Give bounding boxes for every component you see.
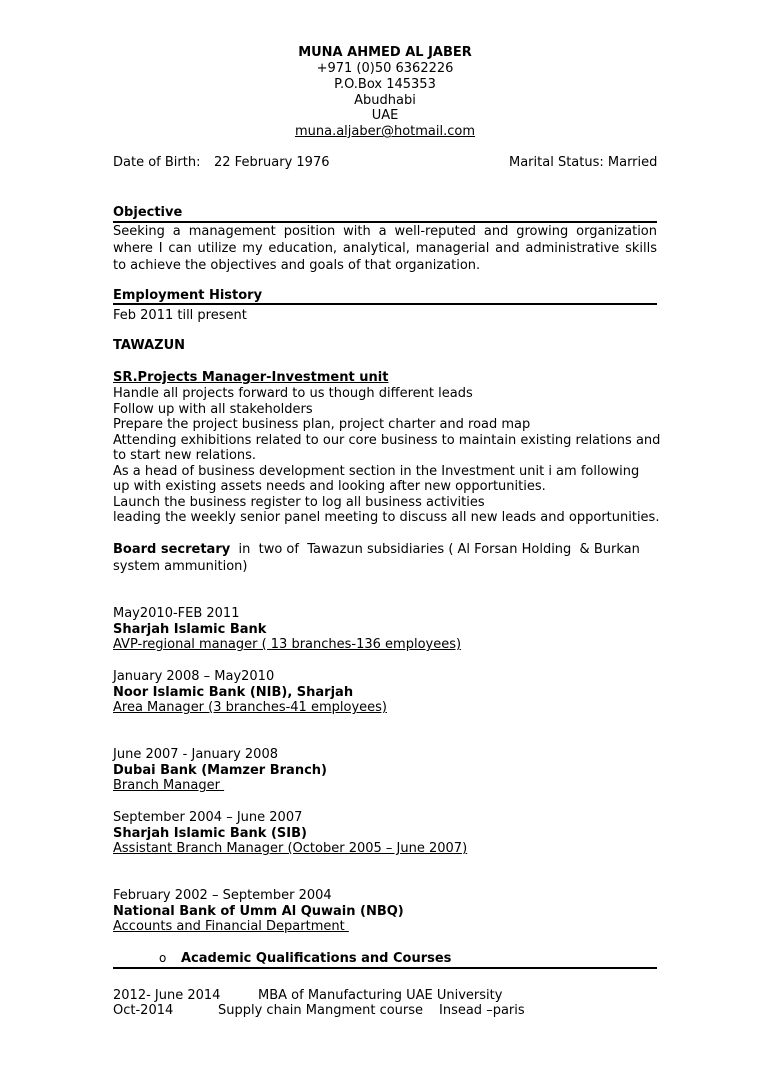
- objective-text: Seeking a management position with a well-reputed and growing organization where I can utilize my education, analytical, managerial and administrative skills to achieve the objectives and goals of that organization.: [113, 224, 657, 273]
- job-period: June 2007 - January 2008: [113, 747, 278, 762]
- job-period: September 2004 – June 2007: [113, 810, 303, 825]
- duty-item: Follow up with all stakeholders: [113, 401, 313, 417]
- duty-item: Prepare the project business plan, project charter and road map: [113, 417, 531, 432]
- current-company: TAWAZUN: [113, 338, 186, 353]
- job-role: Area Manager (3 branches-41 employees): [113, 700, 387, 715]
- academic-date: Oct-2014: [113, 1003, 174, 1018]
- board-secretary-continuation: system ammunition): [113, 559, 248, 574]
- job-period: May2010-FEB 2011: [113, 606, 240, 621]
- job-entry: [113, 747, 327, 794]
- job-role: AVP-regional manager ( 13 branches-136 employees): [113, 637, 462, 652]
- academic-date: 2012- June 2014: [113, 988, 221, 1003]
- phone-number: +971 (0)50 6362226: [316, 61, 454, 76]
- duty-item: Handle all projects forward to us though different leads: [113, 386, 473, 401]
- job-period: February 2002 – September 2004: [113, 888, 332, 903]
- current-period: Feb 2011 till present: [113, 308, 247, 323]
- academic-heading: Academic Qualifications and Courses: [181, 951, 452, 966]
- job-role: Accounts and Financial Department: [113, 919, 349, 934]
- academic-detail-extra: Insead –paris: [439, 1003, 525, 1018]
- job-company: Sharjah Islamic Bank (SIB): [113, 825, 307, 841]
- objective-heading: Objective: [113, 205, 183, 220]
- job-company: Sharjah Islamic Bank: [113, 621, 267, 637]
- section-divider: [113, 967, 657, 969]
- board-secretary-label: Board secretary: [113, 542, 231, 557]
- duty-item: leading the weekly senior panel meeting to discuss all new leads and opportunities.: [113, 510, 660, 525]
- candidate-name: MUNA AHMED AL JABER: [298, 45, 472, 60]
- job-entry: [113, 606, 461, 653]
- duty-item: Launch the business register to log all business activities: [113, 494, 485, 510]
- duty-item: As a head of business development section in the Investment unit i am following: [113, 463, 640, 479]
- job-entry: [113, 888, 404, 935]
- dob-label: Date of Birth:: [113, 155, 201, 170]
- duty-item: up with existing assets needs and looking after new opportunities.: [113, 479, 546, 494]
- email-link[interactable]: muna.aljaber@hotmail.com: [294, 124, 476, 139]
- job-company: Noor Islamic Bank (NIB), Sharjah: [113, 684, 354, 700]
- board-secretary-text: in two of Tawazun subsidiaries ( Al Forsan Holding & Burkan: [230, 542, 640, 557]
- board-secretary-line: [113, 542, 640, 557]
- job-role: Assistant Branch Manager (October 2005 – June 2007): [113, 841, 468, 856]
- job-company: Dubai Bank (Mamzer Branch): [113, 762, 327, 778]
- duties-list: [113, 386, 660, 526]
- job-entry: [113, 669, 387, 716]
- current-title: SR.Projects Manager-Investment unit: [113, 370, 389, 385]
- city: Abudhabi: [354, 93, 416, 108]
- po-box: P.O.Box 145353: [334, 77, 436, 92]
- academic-detail: MBA of Manufacturing UAE University: [258, 988, 503, 1003]
- marital-status: Marital Status: Married: [509, 155, 658, 170]
- country: UAE: [371, 108, 399, 123]
- job-entry: [113, 810, 467, 857]
- job-role: Branch Manager: [113, 778, 225, 793]
- duty-item: Attending exhibitions related to our core business to maintain existing relations and: [113, 432, 661, 448]
- job-company: National Bank of Umm Al Quwain (NBQ): [113, 903, 404, 919]
- bullet-icon: o: [159, 951, 167, 965]
- job-period: January 2008 – May2010: [113, 669, 275, 684]
- dob-value: 22 February 1976: [214, 155, 330, 170]
- academic-detail: Supply chain Mangment course: [218, 1003, 424, 1018]
- employment-heading: Employment History: [113, 288, 263, 303]
- section-divider: [113, 303, 657, 305]
- duty-item: to start new relations.: [113, 448, 257, 463]
